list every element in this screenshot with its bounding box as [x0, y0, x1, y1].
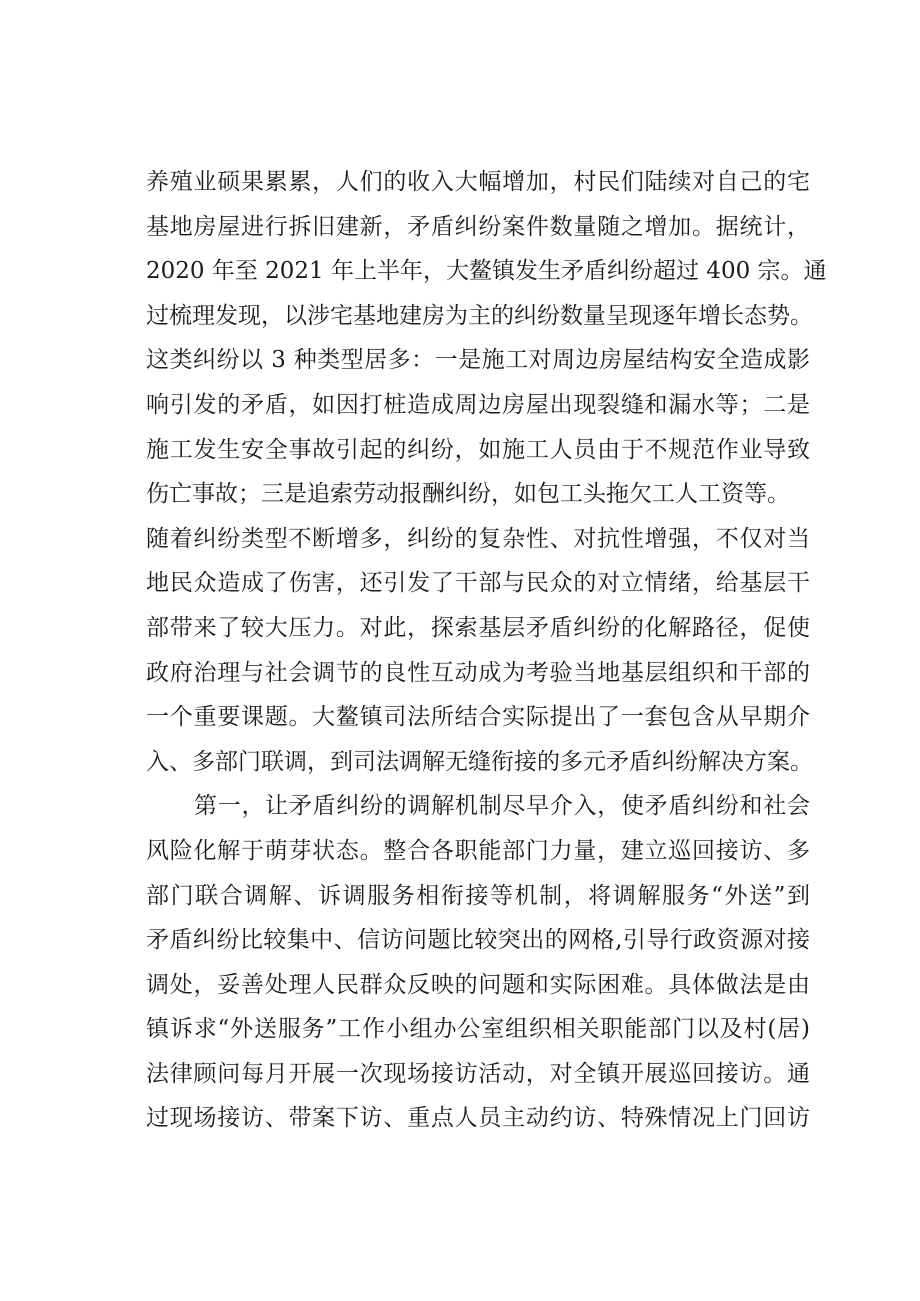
text-line: 施工发生安全事故引起的纠纷，如施工人员由于不规范作业导致 [146, 436, 810, 463]
text-line: 法律顾问每月开展一次现场接访活动，对全镇开展巡回接访。通 [146, 1060, 810, 1087]
text-line: 养殖业硕果累累，人们的收入大幅增加，村民们陆续对自己的宅 [146, 169, 810, 195]
text-line: 入、多部门联调，到司法调解无缝衔接的多元矛盾纠纷解决方案。 [146, 748, 813, 775]
text-line: 地民众造成了伤害，还引发了干部与民众的对立情绪，给基层干 [146, 570, 810, 597]
text-line: 矛盾纠纷比较集中、信访问题比较突出的网格,引导行政资源对接 [146, 927, 810, 954]
text-line: 第一，让矛盾纠纷的调解机制尽早介入，使矛盾纠纷和社会 [194, 793, 810, 820]
text-line: 调处，妥善处理人民群众反映的问题和实际困难。具体做法是由 [146, 971, 810, 998]
text-line: 政府治理与社会调节的良性互动成为考验当地基层组织和干部的 [146, 659, 810, 686]
text-line: 镇诉求“外送服务”工作小组办公室组织相关职能部门以及村(居) [146, 1016, 810, 1043]
text-line: 一个重要课题。大鳌镇司法所结合实际提出了一套包含从早期介 [146, 704, 810, 731]
text-line: 过现场接访、带案下访、重点人员主动约访、特殊情况上门回访 [146, 1105, 810, 1132]
text-line: 随着纠纷类型不断增多，纠纷的复杂性、对抗性增强，不仅对当 [146, 525, 810, 552]
text-line: 基地房屋进行拆旧建新，矛盾纠纷案件数量随之增加。据统计， [146, 213, 810, 240]
text-line: 过梳理发现，以涉宅基地建房为主的纠纷数量呈现逐年增长态势。 [146, 302, 813, 329]
text-line: 风险化解于萌芽状态。整合各职能部门力量，建立巡回接访、多 [146, 837, 810, 864]
text-line: 伤亡事故；三是追索劳动报酬纠纷，如包工头拖欠工人工资等。 [146, 481, 790, 508]
body-text [146, 160, 827, 1141]
text-line: 部门联合调解、诉调服务相衔接等机制，将调解服务“外送”到 [146, 882, 810, 909]
text-line: 这类纠纷以 3 种类型居多：一是施工对周边房屋结构安全造成影 [146, 347, 810, 374]
text-line: 响引发的矛盾，如因打桩造成周边房屋出现裂缝和漏水等；二是 [146, 391, 810, 418]
text-line: 部带来了较大压力。对此，探索基层矛盾纠纷的化解路径，促使 [146, 614, 810, 641]
text-line: 2020 年至 2021 年上半年，大鳌镇发生矛盾纠纷超过 400 宗。通 [146, 258, 827, 285]
